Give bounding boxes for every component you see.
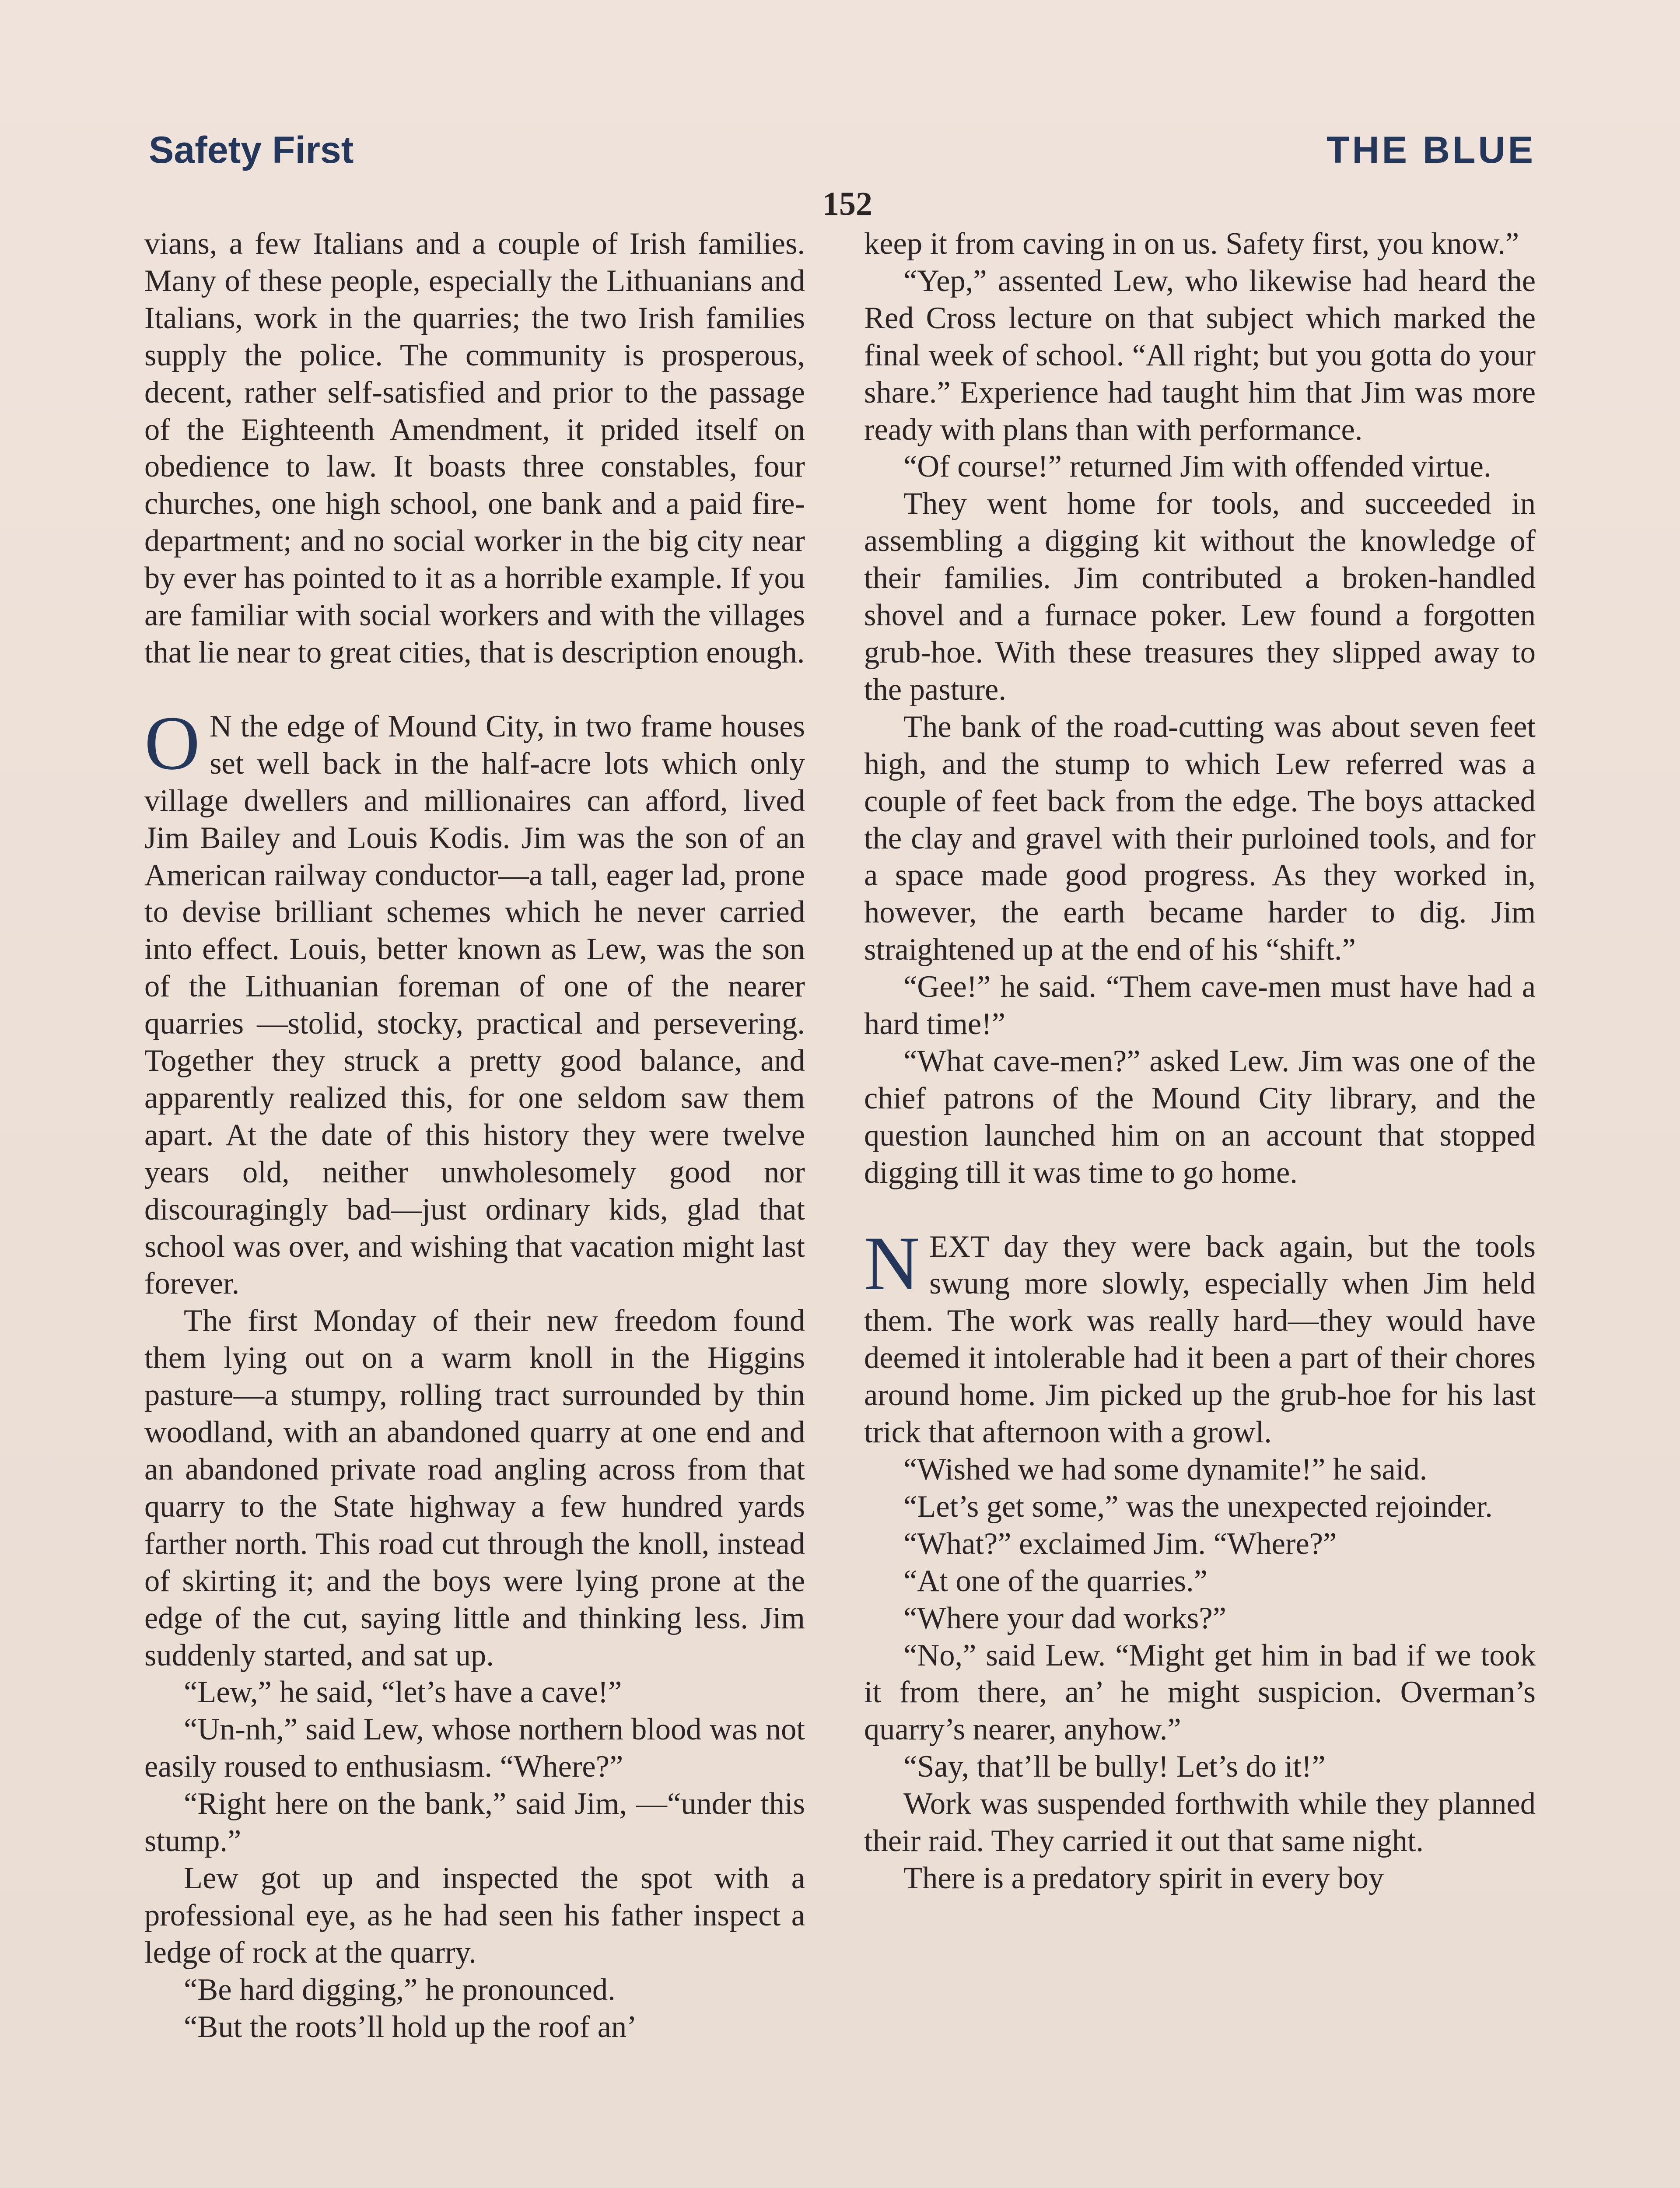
paragraph [864,1220,1536,1451]
paragraph: The bank of the road-cutting was about seven feet high, and the stump to which Lew referred was a couple of feet back from the edge. The boys attacked the clay and gravel with their purloined tools, and for a space made good progress. As they worked in, however, the earth became harder to dig. Jim straightened up at the end of his “shift.” [864,709,1536,967]
right-column [864,225,1536,1897]
paragraph: They went home for tools, and succeeded in assembling a digging kit without the knowledge of their families. Jim contributed a broken-handled shovel and a furnace poker. Lew found a forgotten grub-hoe. With these treasures they slipped away to the pasture. [864,487,1536,707]
paragraph: “Yep,” assented Lew, who likewise had heard the Red Cross lecture on that subject which marked the final week of school. “All right; but you gotta do your share.” Experience had taught him that Jim was more ready with plans than with performance. [864,263,1536,447]
paragraph: “What cave-men?” asked Lew. Jim was one of the chief patrons of the Mound City library, and the question launched him on an account that stopped digging till it was time to go home. [864,1044,1536,1190]
paragraph: “Let’s get some,” was the unexpected rejoinder. [903,1489,1493,1524]
paragraph: “Of course!” returned Jim with offended virtue. [903,449,1491,484]
paragraph: “Un-nh,” said Lew, whose northern blood was not easily roused to enthusiasm. “Where?” [144,1712,805,1784]
paragraph: “Gee!” he said. “Them cave-men must have had a hard time!” [864,970,1536,1041]
paragraph [144,700,805,1303]
paragraph: “But the roots’ll hold up the roof an’ [184,2009,637,2044]
paragraph: “No,” said Lew. “Might get him in bad if we took it from there, an’ he might suspicion. Overman’s quarry’s nearer, anyhow.” [864,1638,1536,1747]
paragraph: keep it from caving in on us. Safety first, you know.” [864,227,1519,261]
drop-cap: N [864,1220,920,1306]
paragraph-text: N the edge of Mound City, in two frame houses set well back in the half-acre lots which only village dwellers and millionaires can afford, lived Jim Bailey and Louis Kodis. Jim was the son of an American railway conductor—a tall, eager lad, prone to devise brilliant schemes which he never carried into effect. Louis, better known as Lew, was the son of the Lithuanian foreman of one of the nearer quarries —stolid, stocky, practical and persevering. Together they struck a pretty good balance, and apparently realized this, for one seldom saw them apart. At the date of this history they were twelve years old, neither unwholesomely good nor discouragingly bad—just ordinary kids, glad that school was over, and wishing that vacation might last forever. [144,709,805,1301]
paragraph: “At one of the quarries.” [903,1564,1208,1598]
paragraph: Lew got up and inspected the spot with a professional eye, as he had seen his father inspect a ledge of rock at the quarry. [144,1861,805,1970]
paragraph: “Be hard digging,” he pronounced. [184,1972,616,2007]
paragraph: The first Monday of their new freedom found them lying out on a warm knoll in the Higgins pasture—a stumpy, rolling tract surrounded by thin woodland, with an abandoned quarry at one end and an abandoned private road angling across from that quarry to the State highway a few hundred yards farther north. This road cut through the knoll, instead of skirting it; and the boys were lying prone at the edge of the cut, saying little and thinking less. Jim suddenly started, and sat up. [144,1304,805,1673]
story-title: Safety First [149,129,354,171]
paragraph: Work was suspended forthwith while they planned their raid. They carried it out that same night. [864,1787,1536,1858]
paragraph: “Where your dad works?” [903,1601,1226,1635]
paragraph: “Right here on the bank,” said Jim, —“under this stump.” [144,1787,805,1858]
left-column [144,225,805,2046]
paragraph-text: EXT day they were back again, but the tools swung more slowly, especially when Jim held them. The work was really hard—they would have deemed it intolerable had it been a part of their chores around home. Jim picked up the grub-hoe for his last trick that afternoon with a growl. [864,1229,1536,1450]
paragraph: “Lew,” he said, “let’s have a cave!” [184,1675,622,1710]
paragraph: There is a predatory spirit in every boy [903,1861,1384,1895]
paragraph: vians, a few Italians and a couple of Irish families. Many of these people, especially the Lithuanians and Italians, work in the quarries; the two Irish families supply the police. The community is prosperous, decent, rather self-satisfied and prior to the passage of the Eighteenth Amendment, it prided itself on obedience to law. It boasts three constables, four churches, one high school, one bank and a paid fire-department; and no social worker in the big city near by ever has pointed to it as a horrible example. If you are familiar with social workers and with the villages that lie near to great cities, that is description enough. [144,227,805,670]
paragraph: “What?” exclaimed Jim. “Where?” [903,1526,1337,1561]
drop-cap: O [144,700,200,786]
paragraph: “Say, that’ll be bully! Let’s do it!” [903,1750,1326,1784]
magazine-title: THE BLUE [1326,129,1536,171]
page-number: 152 [822,186,872,222]
paragraph: “Wished we had some dynamite!” he said. [903,1452,1428,1487]
